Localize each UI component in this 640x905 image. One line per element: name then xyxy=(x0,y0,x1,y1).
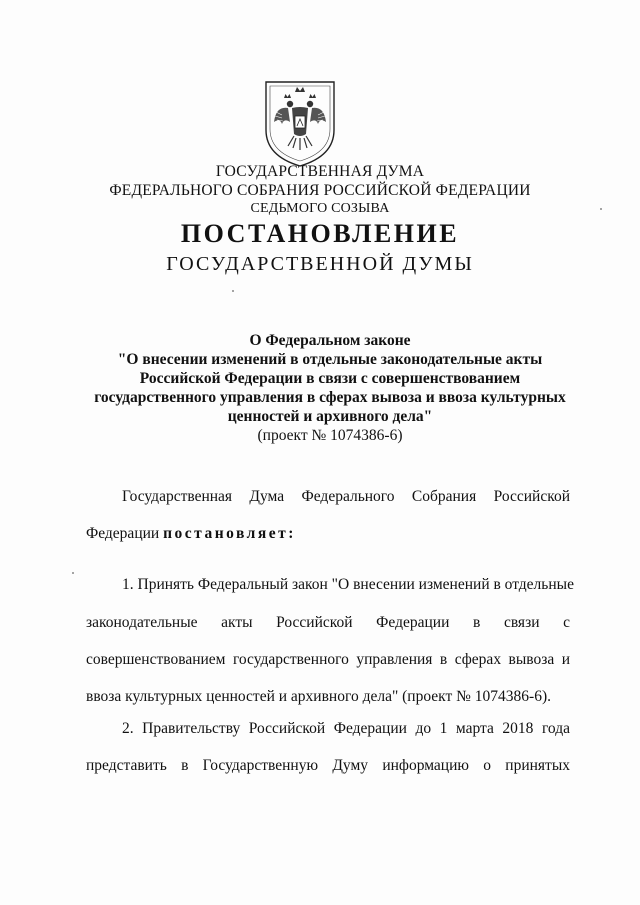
law-heading-line: ценностей и архивного дела" xyxy=(227,408,433,425)
document-title: ПОСТАНОВЛЕНИЕ xyxy=(180,219,460,248)
intro-line-resolves xyxy=(86,525,570,543)
scan-speck xyxy=(232,290,234,292)
paragraph-1-line: ввоза культурных ценностей и архивного дела" (проект № 1074386-6). xyxy=(86,688,552,705)
paragraph-2-line: представить в Государственную Думу информацию о принятых xyxy=(86,757,570,774)
paragraph-1-line: 1. Принять Федеральный закон "О внесении изменений в отдельные xyxy=(122,576,574,593)
intro-prefix: Федерации xyxy=(86,525,160,542)
law-heading-line: О Федеральном законе xyxy=(249,332,411,349)
law-heading xyxy=(80,331,580,445)
coat-of-arms-icon xyxy=(262,78,338,168)
scan-speck xyxy=(600,208,602,210)
paragraph-2-line: 2. Правительству Российской Федерации до 1 марта 2018 года xyxy=(122,720,570,737)
resolves-verb: постановляет: xyxy=(163,525,296,542)
header-line-duma: ГОСУДАРСТВЕННАЯ ДУМА xyxy=(215,163,425,180)
law-heading-line: государственного управления в сферах вывоза и ввоза культурных xyxy=(94,389,566,406)
document-subtitle: ГОСУДАРСТВЕННОЙ ДУМЫ xyxy=(166,253,474,275)
intro-line: Государственная Дума Федерального Собрания Российской xyxy=(122,488,570,505)
header-line-federal-assembly: ФЕДЕРАЛЬНОГО СОБРАНИЯ РОССИЙСКОЙ ФЕДЕРАЦИИ xyxy=(109,182,531,199)
paragraph-1-line: совершенствованием государственного управления в сферах вывоза и xyxy=(86,651,570,668)
paragraph-1-line: законодательные акты Российской Федерации в связи с xyxy=(86,614,570,631)
header-line-convocation: СЕДЬМОГО СОЗЫВА xyxy=(250,201,390,216)
law-heading-line: Российской Федерации в связи с совершенствованием xyxy=(139,370,521,387)
project-number: (проект № 1074386-6) xyxy=(257,427,403,444)
law-heading-line: "О внесении изменений в отдельные законодательные акты xyxy=(117,351,543,368)
scan-speck xyxy=(72,572,74,574)
